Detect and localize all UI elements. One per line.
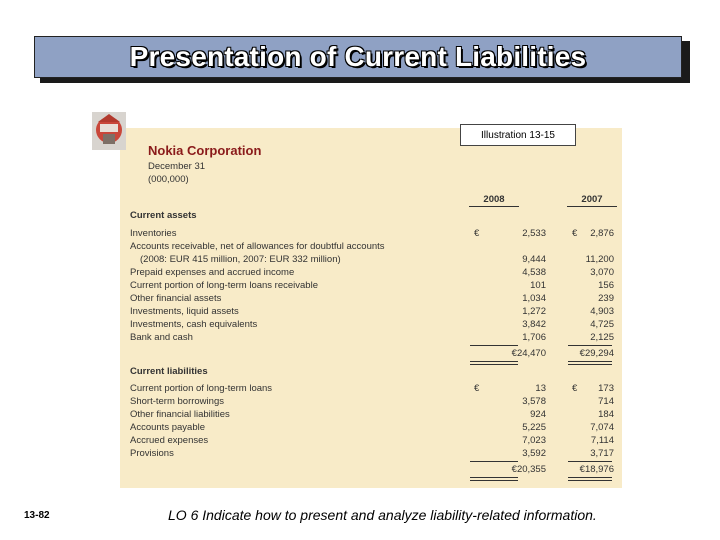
value-2008: 3,578 — [522, 396, 546, 407]
row-label: Bank and cash — [130, 332, 193, 343]
section-label: Current assets — [130, 210, 197, 221]
currency-symbol: € — [474, 383, 480, 394]
book-logo-icon — [90, 108, 128, 153]
row-label: Investments, liquid assets — [130, 306, 239, 317]
current-assets-heading — [130, 210, 614, 223]
value-2007: 7,074 — [590, 422, 614, 433]
illustration-label: Illustration 13-15 — [460, 124, 576, 146]
total-2008: €20,355 — [511, 464, 546, 475]
value-2007: 239 — [598, 293, 614, 304]
current-liabilities-heading — [130, 366, 614, 379]
total-2007: €18,976 — [579, 464, 614, 475]
table-row — [130, 319, 614, 332]
total-row — [130, 348, 614, 361]
row-label: Provisions — [130, 448, 174, 459]
table-row — [130, 409, 614, 422]
total-2008: €24,470 — [511, 348, 546, 359]
row-label: Accounts payable — [130, 422, 205, 433]
currency-symbol: € — [572, 383, 578, 394]
value-2008: 4,538 — [522, 267, 546, 278]
row-label: Accounts receivable, net of allowances for doubtful accounts — [130, 241, 385, 252]
table-row — [130, 254, 614, 267]
table-row — [130, 448, 614, 461]
slide-title: Presentation of Current Liabilities — [129, 41, 587, 72]
table-row — [130, 383, 614, 396]
row-label: Inventories — [130, 228, 177, 239]
value-2007: 11,200 — [585, 254, 614, 265]
value-2007: 4,903 — [590, 306, 614, 317]
total-double-rule-2007 — [568, 361, 612, 365]
value-2008: 1,706 — [522, 332, 546, 343]
year-header-2007: 2007 — [567, 194, 617, 207]
total-2007: €29,294 — [579, 348, 614, 359]
value-2008: 3,592 — [522, 448, 546, 459]
value-2007: 4,725 — [590, 319, 614, 330]
row-label: Accrued expenses — [130, 435, 209, 446]
currency-symbol: € — [474, 228, 480, 239]
value-2007: 2,876 — [590, 228, 614, 239]
learning-objective: LO 6 Indicate how to present and analyze liability-related information. — [168, 507, 597, 523]
value-2007: 3,717 — [590, 448, 614, 459]
total-double-rule-2007 — [568, 477, 612, 481]
value-2007: 184 — [598, 409, 614, 420]
date-line: December 31 — [148, 161, 206, 172]
table-row — [130, 228, 614, 241]
value-2007: 7,114 — [590, 435, 614, 446]
row-label: Other financial liabilities — [130, 409, 230, 420]
year-header-2008: 2008 — [469, 194, 519, 207]
value-2008: 1,034 — [522, 293, 546, 304]
unit-line: (000,000) — [148, 174, 189, 185]
table-row — [130, 332, 614, 345]
row-label: Current portion of long-term loans receivable — [130, 280, 318, 291]
page-number: 13-82 — [24, 510, 50, 521]
value-2008: 3,842 — [522, 319, 546, 330]
value-2008: 7,023 — [522, 435, 546, 446]
value-2008: 924 — [530, 409, 546, 420]
subtotal-rule-2008 — [470, 461, 518, 462]
subtotal-rule-2007 — [568, 345, 612, 346]
row-label: Prepaid expenses and accrued income — [130, 267, 295, 278]
title-banner — [34, 36, 682, 78]
value-2008: 5,225 — [522, 422, 546, 433]
table-row — [130, 267, 614, 280]
value-2008: 13 — [535, 383, 546, 394]
row-label: Current portion of long-term loans — [130, 383, 273, 394]
row-label: Other financial assets — [130, 293, 222, 304]
value-2007: 3,070 — [590, 267, 614, 278]
table-row — [130, 280, 614, 293]
value-2007: 2,125 — [590, 332, 614, 343]
row-label: Investments, cash equivalents — [130, 319, 258, 330]
value-2007: 173 — [598, 383, 614, 394]
value-2007: 156 — [598, 280, 614, 291]
row-label: Short-term borrowings — [130, 396, 224, 407]
subtotal-rule-2008 — [470, 345, 518, 346]
row-label: (2008: EUR 415 million, 2007: EUR 332 million) — [140, 254, 341, 265]
currency-symbol: € — [572, 228, 578, 239]
value-2007: 714 — [598, 396, 614, 407]
table-row — [130, 396, 614, 409]
table-row — [130, 293, 614, 306]
total-double-rule-2008 — [470, 361, 518, 365]
table-row — [130, 306, 614, 319]
table-row — [130, 422, 614, 435]
company-name: Nokia Corporation — [148, 143, 262, 158]
table-row — [130, 435, 614, 448]
total-double-rule-2008 — [470, 477, 518, 481]
total-row — [130, 464, 614, 477]
value-2008: 2,533 — [522, 228, 546, 239]
table-row — [130, 241, 614, 254]
value-2008: 1,272 — [522, 306, 546, 317]
subtotal-rule-2007 — [568, 461, 612, 462]
section-label: Current liabilities — [130, 366, 208, 377]
value-2008: 101 — [530, 280, 546, 291]
value-2008: 9,444 — [522, 254, 546, 265]
logo-strip — [90, 108, 120, 488]
